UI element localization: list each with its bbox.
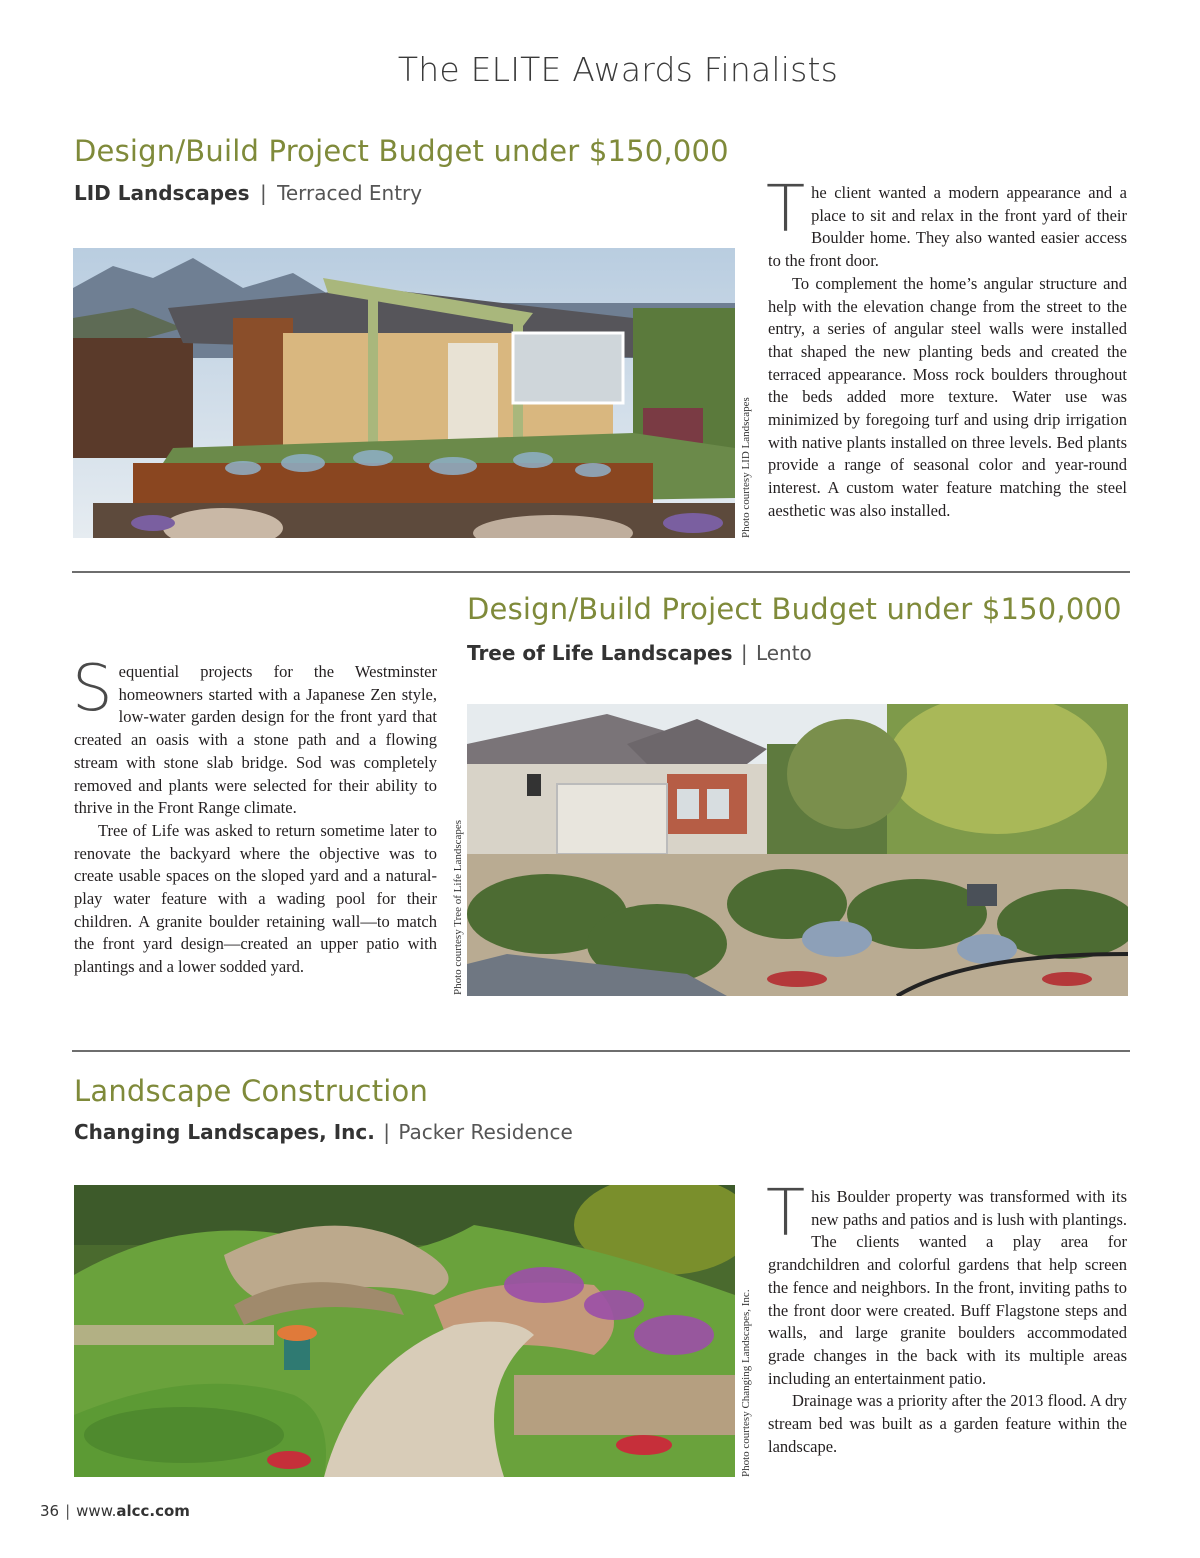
section-1-separator: | [259,181,267,205]
section-3-dropcap: T [766,1177,806,1251]
section-1-company: LID Landscapes [74,181,250,205]
section-1-project: Terraced Entry [277,181,423,205]
section-3-photo [74,1185,735,1477]
section-1-dropcap: T [766,173,806,247]
section-2-separator: | [740,641,748,665]
section-2-paragraph-2: Tree of Life was asked to return sometime later to renovate the backyard where the objective was to create usable spaces on the sloped yard and a natural-play water feature with a wading pool for their children. A granite boulder retaining wall—to match the front yard design—created an upper patio with plantings and a lower sodded yard. [74,820,437,977]
section-2-photo-credit: Photo courtesy Tree of Life Landscapes [452,819,464,995]
section-2-heading: Design/Build Project Budget under $150,000 [467,592,1122,626]
section-2-body [72,652,437,979]
section-1-body [766,173,1127,523]
section-3-photo-credit: Photo courtesy Changing Landscapes, Inc. [740,1289,752,1477]
section-1-photo-credit: Photo courtesy LID Landscapes [740,397,752,538]
section-3-paragraph-1: This Boulder property was transformed with its new paths and patios and is lush with plantings. The clients wanted a play area for grandchildren and colorful gardens that help screen the fence and neighbors. In the front, inviting paths to the front door were created. Buff Flagstone steps and walls, and large granite boulders accommodated grade changes in the back with its multiple areas including an entertainment patio. [766,1177,1127,1388]
divider-1 [72,571,1130,573]
section-2-company: Tree of Life Landscapes [467,641,733,665]
page-title: The ELITE Awards Finalists [397,50,839,89]
section-3-company: Changing Landscapes, Inc. [74,1120,375,1144]
section-1-heading: Design/Build Project Budget under $150,000 [74,134,729,168]
section-3-project: Packer Residence [398,1120,573,1144]
section-2-dropcap: S [72,652,113,726]
section-2-photo [467,704,1128,996]
section-1-paragraph-1: The client wanted a modern appearance and a place to sit and relax in the front yard of their Boulder home. They also wanted easier access to the front door. [766,173,1127,271]
section-3-separator: | [383,1120,390,1144]
page-footer [40,1502,190,1520]
section-1-subhead [74,181,422,205]
section-1-paragraph-2: To complement the home’s angular structure and help with the elevation change from the street to the entry, a series of angular steel walls were installed that shaped the new planting beds and created the terraced appearance. Moss rock boulders throughout the beds added more texture. Water use was minimized by foregoing turf and using drip irrigation with native plants installed on three levels. Bed plants provide a range of seasonal color and year-round interest. A custom water feature matching the steel aesthetic was also installed. [768,273,1127,520]
section-2-paragraph-1: Sequential projects for the Westminster homeowners started with a Japanese Zen style, low-water garden design for the front yard that created an oasis with a stone path and a flowing stream with stone slab bridge. Sod was completely removed and plants were selected for their ability to thrive in the Front Range climate. [72,652,437,818]
section-2-project: Lento [755,641,812,665]
section-1-photo [73,248,735,538]
section-3-heading: Landscape Construction [74,1074,429,1108]
page-number: 36 [40,1502,60,1520]
section-2-subhead [467,641,812,665]
footer-separator: | [65,1502,71,1520]
section-3-subhead [74,1120,573,1144]
divider-2 [72,1050,1130,1052]
section-3-body [766,1177,1127,1458]
section-3-paragraph-2: Drainage was a priority after the 2013 flood. A dry stream bed was built as a garden feature within the landscape. [768,1391,1127,1456]
footer-url[interactable]: www.alcc.com [76,1502,190,1520]
